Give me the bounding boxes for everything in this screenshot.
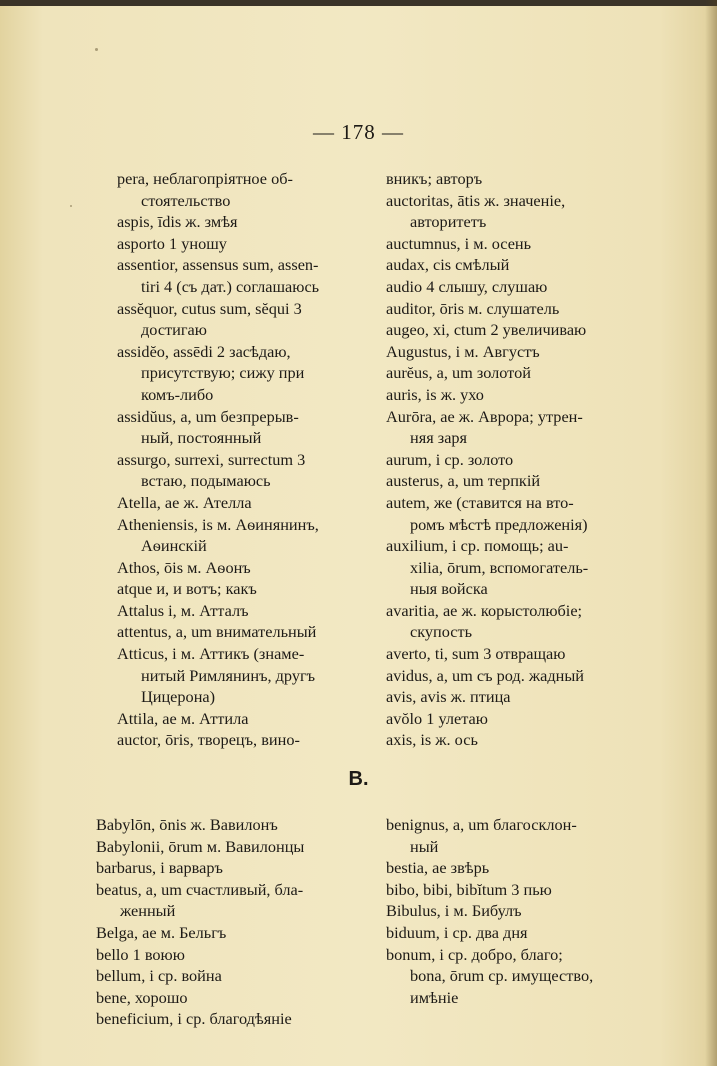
entry-headline: assentior, assensus sum, assen- bbox=[117, 255, 319, 275]
entry-continuation: скупость bbox=[410, 622, 473, 642]
dictionary-entry bbox=[386, 406, 658, 449]
dictionary-entry bbox=[117, 600, 367, 622]
dictionary-entry bbox=[117, 729, 367, 751]
page-edge-shadow bbox=[705, 0, 717, 1066]
entry-headline: Attalus i, м. Атталъ bbox=[117, 600, 249, 620]
entry-headline: aurĕus, a, um золотой bbox=[386, 363, 531, 383]
dictionary-entry bbox=[386, 900, 658, 922]
entry-headline: assurgo, surrexi, surrectum 3 bbox=[117, 449, 306, 469]
dictionary-entry bbox=[117, 298, 367, 341]
dictionary-entry bbox=[117, 557, 367, 579]
entry-headline: averto, ti, sum 3 отвращаю bbox=[386, 644, 566, 664]
entry-headline: bibo, bibi, bibĭtum 3 пью bbox=[386, 879, 552, 899]
dictionary-entry bbox=[117, 643, 367, 708]
entry-headline: augeo, xi, ctum 2 увеличиваю bbox=[386, 320, 587, 340]
dictionary-entry bbox=[117, 233, 367, 255]
entry-headline: audio 4 слышу, слушаю bbox=[386, 276, 548, 296]
entry-headline: atque и, и вотъ; какъ bbox=[117, 579, 257, 599]
entry-headline: auctor, ōris, творецъ, вино- bbox=[117, 730, 300, 750]
dictionary-entry bbox=[96, 944, 371, 966]
entry-continuation: встаю, подымаюсь bbox=[141, 471, 271, 491]
entry-continuation: авторитетъ bbox=[410, 212, 487, 232]
entry-headline: bello 1 воюю bbox=[96, 944, 185, 964]
entry-headline: axis, is ж. ось bbox=[386, 730, 478, 750]
entry-continuation: ный bbox=[410, 836, 439, 856]
entry-continuation: ромъ мѣстѣ предложенія) bbox=[410, 514, 588, 534]
paper-speck bbox=[70, 205, 72, 207]
entry-headline: austerus, a, um терпкій bbox=[386, 471, 541, 491]
entry-continuation: ныя войска bbox=[410, 579, 488, 599]
dictionary-entry bbox=[386, 168, 658, 190]
dictionary-entry bbox=[117, 621, 367, 643]
entry-headline: pera, неблагопріятное об- bbox=[117, 169, 293, 188]
dictionary-entry bbox=[117, 254, 367, 297]
paper-speck bbox=[95, 48, 98, 51]
dictionary-entry bbox=[386, 665, 658, 687]
dictionary-entry bbox=[386, 922, 658, 944]
entry-headline: bestia, ae звѣрь bbox=[386, 858, 490, 878]
entry-headline: Attila, ae м. Аттила bbox=[117, 708, 249, 728]
dictionary-entry bbox=[386, 362, 658, 384]
dictionary-entry bbox=[386, 233, 658, 255]
entry-continuation: достигаю bbox=[141, 320, 207, 340]
entry-headline: avŏlo 1 улетаю bbox=[386, 708, 488, 728]
dictionary-entry bbox=[96, 857, 371, 879]
entry-continuation: присутствую; сижу при bbox=[141, 363, 305, 383]
dictionary-entry bbox=[386, 319, 658, 341]
entry-continuation: имѣніе bbox=[410, 987, 459, 1007]
section-letter-heading: B. bbox=[348, 768, 369, 790]
entry-continuation: ный, постоянный bbox=[141, 428, 262, 448]
dictionary-entry bbox=[96, 814, 371, 836]
entry-continuation: Аѳинскій bbox=[141, 536, 207, 556]
entry-headline: aspis, īdis ж. змѣя bbox=[117, 212, 238, 232]
entry-headline: auditor, ōris м. слушатель bbox=[386, 298, 560, 318]
dictionary-entry bbox=[386, 276, 658, 298]
entry-headline: assidĕo, assēdi 2 засѣдаю, bbox=[117, 341, 291, 361]
dictionary-entry bbox=[386, 492, 658, 535]
dictionary-entry bbox=[96, 1008, 371, 1030]
top-border-rule bbox=[0, 0, 717, 6]
entry-headline: audax, cis смѣлый bbox=[386, 255, 510, 275]
dictionary-entry bbox=[96, 836, 371, 858]
entry-headline: Belga, ae м. Бельгъ bbox=[96, 922, 227, 942]
entry-headline: Atheniensis, is м. Аѳинянинъ, bbox=[117, 514, 319, 534]
dictionary-entry bbox=[386, 254, 658, 276]
dictionary-entry bbox=[386, 600, 658, 643]
dictionary-entry bbox=[386, 470, 658, 492]
dictionary-entry bbox=[386, 729, 658, 751]
entry-continuation: tiri 4 (съ дат.) соглашаюсь bbox=[141, 276, 320, 296]
dictionary-entry bbox=[386, 384, 658, 406]
entry-headline: bonum, i ср. добро, благо; bbox=[386, 944, 563, 964]
dictionary-entry bbox=[386, 298, 658, 320]
entry-continuation: женный bbox=[120, 901, 176, 921]
entry-headline: assidŭus, a, um безпрерыв- bbox=[117, 406, 299, 426]
entry-continuation: стоятельство bbox=[141, 190, 231, 210]
entry-headline: Atella, ae ж. Ателла bbox=[117, 492, 252, 512]
dictionary-entry bbox=[96, 922, 371, 944]
entry-headline: benignus, a, um благосклон- bbox=[386, 815, 577, 834]
entry-continuation: bona, ōrum ср. имущество, bbox=[410, 966, 594, 986]
dictionary-entry bbox=[117, 708, 367, 730]
dictionary-entry bbox=[117, 449, 367, 492]
entry-headline: auctoritas, ātis ж. значеніе, bbox=[386, 190, 566, 210]
entry-continuation: комъ-либо bbox=[141, 384, 214, 404]
entry-headline: biduum, i ср. два дня bbox=[386, 922, 528, 942]
dictionary-entry bbox=[386, 857, 658, 879]
entry-headline: bellum, i ср. война bbox=[96, 966, 222, 986]
entry-headline: вникъ; авторъ bbox=[386, 169, 483, 188]
entry-continuation: xilia, ōrum, вспомогатель- bbox=[410, 557, 589, 577]
dictionary-entry bbox=[117, 514, 367, 557]
dictionary-entry bbox=[96, 879, 371, 922]
entry-headline: Babylonii, ōrum м. Вавилонцы bbox=[96, 836, 305, 856]
entry-headline: Babylōn, ōnis ж. Вавилонъ bbox=[96, 815, 278, 834]
dictionary-entry bbox=[96, 987, 371, 1009]
entry-headline: avaritia, ae ж. корыстолюбіе; bbox=[386, 600, 583, 620]
dictionary-entry bbox=[386, 944, 658, 1009]
dictionary-column-left-a bbox=[117, 168, 367, 751]
entry-headline: aurum, i ср. золото bbox=[386, 449, 514, 469]
dictionary-column-right-b bbox=[386, 814, 658, 1008]
dictionary-entry bbox=[117, 406, 367, 449]
entry-headline: asporto 1 уношу bbox=[117, 233, 227, 253]
entry-headline: avidus, a, um съ род. жадный bbox=[386, 665, 584, 685]
entry-headline: assĕquor, cutus sum, sĕqui 3 bbox=[117, 298, 302, 318]
entry-headline: attentus, a, um внимательный bbox=[117, 622, 317, 642]
dictionary-entry bbox=[386, 190, 658, 233]
dictionary-entry bbox=[386, 341, 658, 363]
entry-headline: autem, же (ставится на вто- bbox=[386, 492, 574, 512]
entry-headline: auctumnus, i м. осень bbox=[386, 233, 532, 253]
page-number: — 178 — bbox=[313, 120, 404, 144]
dictionary-entry bbox=[386, 879, 658, 901]
dictionary-entry bbox=[117, 492, 367, 514]
entry-headline: auris, is ж. ухо bbox=[386, 384, 484, 404]
dictionary-column-left-b bbox=[96, 814, 371, 1030]
entry-continuation: нитый Римлянинъ, другъ bbox=[141, 665, 316, 685]
dictionary-column-right-a bbox=[386, 168, 658, 751]
entry-headline: barbarus, i варваръ bbox=[96, 858, 223, 878]
entry-continuation: няя заря bbox=[410, 428, 468, 448]
dictionary-entry bbox=[386, 643, 658, 665]
entry-headline: avis, avis ж. птица bbox=[386, 687, 511, 707]
dictionary-entry bbox=[117, 211, 367, 233]
entry-headline: bene, хорошо bbox=[96, 987, 188, 1007]
dictionary-entry bbox=[386, 686, 658, 708]
entry-headline: Bibulus, i м. Бибулъ bbox=[386, 901, 522, 921]
dictionary-entry bbox=[117, 168, 367, 211]
dictionary-entry bbox=[386, 449, 658, 471]
entry-headline: Aurōra, ae ж. Аврора; утрен- bbox=[386, 406, 583, 426]
entry-headline: auxilium, i ср. помощь; au- bbox=[386, 536, 569, 556]
dictionary-entry bbox=[386, 708, 658, 730]
entry-headline: beneficium, i ср. благодѣяніе bbox=[96, 1009, 292, 1029]
entry-headline: Atticus, i м. Аттикъ (знаме- bbox=[117, 644, 305, 664]
entry-continuation: Цицерона) bbox=[141, 687, 216, 707]
entry-headline: beatus, a, um счастливый, бла- bbox=[96, 879, 304, 899]
dictionary-entry bbox=[96, 965, 371, 987]
dictionary-entry bbox=[117, 341, 367, 406]
entry-headline: Augustus, i м. Августъ bbox=[386, 341, 540, 361]
dictionary-entry bbox=[117, 578, 367, 600]
dictionary-entry bbox=[386, 814, 658, 857]
entry-headline: Athos, ōis м. Аѳонъ bbox=[117, 557, 251, 577]
dictionary-entry bbox=[386, 535, 658, 600]
